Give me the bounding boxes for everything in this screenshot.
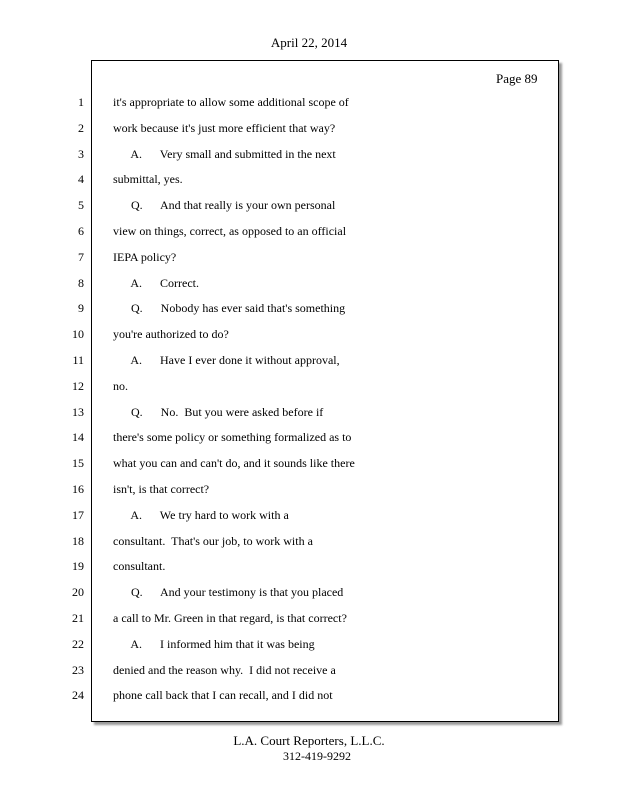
line-number: 16 <box>72 481 84 496</box>
line-number: 19 <box>72 559 84 574</box>
footer-phone: 312-419-9292 <box>283 749 351 763</box>
transcript-line: Q. And that really is your own personal <box>113 198 336 213</box>
transcript-line: A. We try hard to work with a <box>113 507 289 522</box>
transcript-line: consultant. <box>113 559 166 574</box>
line-number: 13 <box>72 404 84 419</box>
transcript-line: A. I informed him that it was being <box>113 636 315 651</box>
line-number: 24 <box>72 688 84 703</box>
transcript-line: A. Have I ever done it without approval, <box>113 352 340 367</box>
line-number: 11 <box>72 352 84 367</box>
line-number: 3 <box>78 146 84 161</box>
transcript-line: A. Correct. <box>113 275 199 290</box>
line-number: 15 <box>72 456 84 471</box>
transcript-line: IEPA policy? <box>113 249 177 264</box>
line-number: 17 <box>72 507 84 522</box>
line-number: 4 <box>78 172 84 187</box>
line-number: 18 <box>72 533 84 548</box>
line-number-column <box>60 92 84 711</box>
transcript-line: Q. And your testimony is that you placed <box>113 585 344 600</box>
transcript-line: Q. Nobody has ever said that's something <box>113 301 346 316</box>
transcript-line: it's appropriate to allow some additional scope of <box>113 95 349 109</box>
transcript-line: submittal, yes. <box>113 172 183 187</box>
line-number: 5 <box>78 198 84 213</box>
transcript-line: there's some policy or something formalized as to <box>113 430 352 445</box>
footer-company: L.A. Court Reporters, L.L.C. <box>233 733 385 748</box>
transcript-line: denied and the reason why. I did not receive a <box>113 662 336 677</box>
transcript-line: no. <box>113 378 128 393</box>
transcript-line: you're authorized to do? <box>113 327 229 342</box>
transcript-line: work because it's just more efficient that way? <box>113 120 336 135</box>
line-number: 23 <box>72 662 84 677</box>
transcript-line: phone call back that I can recall, and I did not <box>113 688 333 703</box>
line-number: 1 <box>78 95 84 109</box>
line-number: 8 <box>78 275 84 290</box>
transcript-line: Q. No. But you were asked before if <box>113 404 324 419</box>
transcript-line: view on things, correct, as opposed to an official <box>113 223 347 238</box>
line-number: 6 <box>78 223 84 238</box>
line-number: 20 <box>72 585 84 600</box>
transcript-line: what you can and can't do, and it sounds like there <box>113 456 355 471</box>
transcript-line: a call to Mr. Green in that regard, is that correct? <box>113 610 347 625</box>
line-number: 12 <box>72 378 84 393</box>
line-number: 9 <box>78 301 84 316</box>
line-number: 7 <box>78 249 84 264</box>
transcript-line: isn't, is that correct? <box>113 481 210 496</box>
transcript-line: consultant. That's our job, to work with a <box>113 533 313 548</box>
transcript-line: A. Very small and submitted in the next <box>113 146 336 161</box>
line-number: 21 <box>72 610 84 625</box>
transcript-body <box>113 92 543 711</box>
page-number: Page 89 <box>496 71 538 86</box>
line-number: 10 <box>72 327 84 342</box>
header-date: April 22, 2014 <box>270 35 348 50</box>
line-number: 22 <box>72 636 84 651</box>
line-number: 2 <box>78 120 84 135</box>
line-number: 14 <box>72 430 84 445</box>
